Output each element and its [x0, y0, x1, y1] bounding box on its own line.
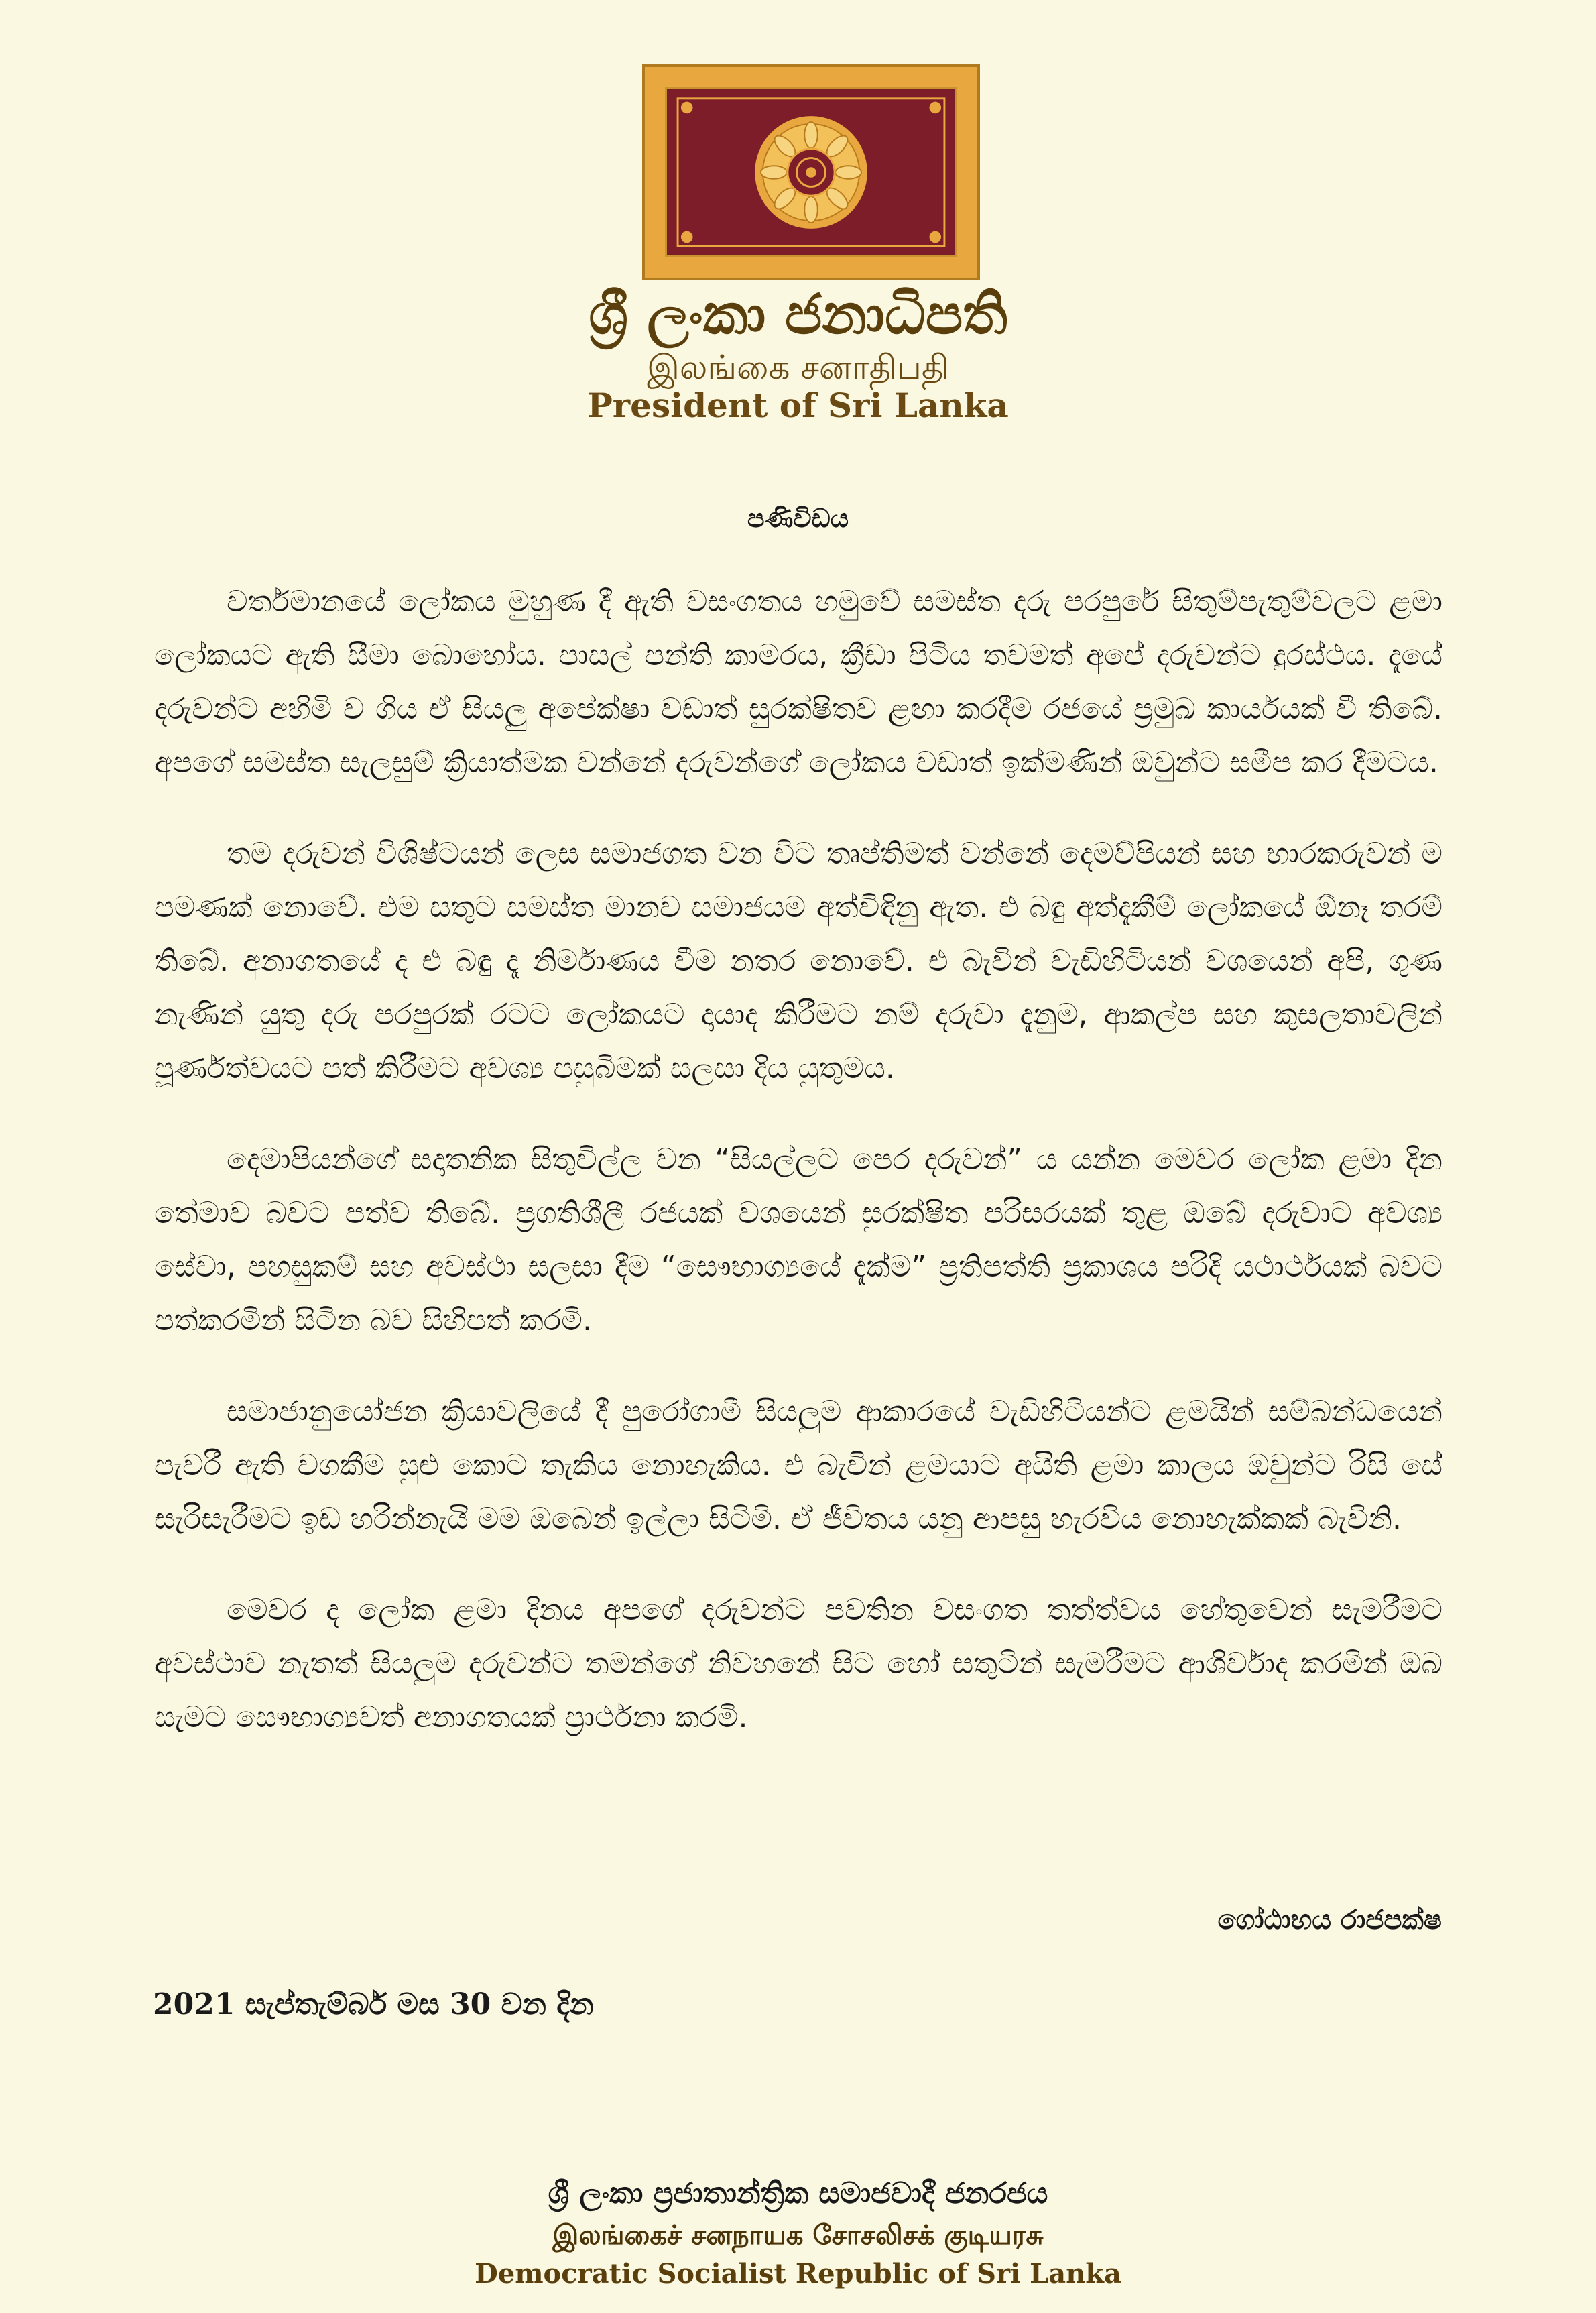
footer-line-tamil: இலங்கைச் சனநாயக சோசலிசக் குடியரசு	[552, 2220, 1044, 2251]
paragraph-2: තම දරුවන් විශිෂ්ටයන් ලෙස සමාජගත වන විට තෘප්තිමත් වන්නේ දෙමව්පියන් සහ භාරකරුවන් ම පමණක් නොවේ. එම සතුට සමස්ත මානව සමාජයම අත්විඳිනු ඇත. එ බඳු අත්දැකීම් ලෝකයේ ඕනෑ තරම් තිබේ. අනාගතයේ ද එ බඳු දෑ නිර්මාණය වීම නතර නොවේ. එ බැවින් වැඩිහිටියන් වශයෙන් අපි, ගුණ නැණින් යුතු දරු පරපුරක් රටට ලෝකයට දායාද කිරීමට නම් දරුවා දැනුම, ආකල්ප සහ කුසලතාවලින් පූර්ණත්වයට පත් කිරීමට අවශ්‍ය පසුබිමක් සලසා දිය යුතුමය.	[154, 837, 1442, 1085]
message-body	[154, 575, 1442, 1782]
letterhead-title-sinhala: ශ්‍රී ලංකා ජනාධිපති	[589, 282, 1007, 347]
lotus-emblem-icon	[645, 67, 977, 278]
document-heading: පණිවිඩය	[747, 503, 849, 533]
footer-line-english: Democratic Socialist Republic of Sri Lanka	[475, 2258, 1121, 2290]
paragraph-3: දෙමාපියන්ගේ සදාතනික සිතුවිල්ල වන “සියල්ලට පෙර දරුවන්” ය යන්න මෙවර ලෝක ළමා දින තේමාව බවට පත්ව තිබේ. ප්‍රගතිශීලී රජයක් වශයෙන් සුරක්ෂිත පරිසරයක් තුළ ඔබේ දරුවාට අවශ්‍ය සේවා, පහසුකම් සහ අවස්ථා සලසා දීම “සෞභාග්‍යයේ දැක්ම” ප්‍රතිපත්ති ප්‍රකාශය පරිදි යථාර්ථයක් බවට පත්කරමින් සිටින බව සිහිපත් කරමි.	[154, 1142, 1442, 1338]
signatory-name: ගෝඨාභය රාජපක්ෂ	[1217, 1905, 1442, 1936]
letterhead-title-tamil: இலங்கை சனாதிபதி	[647, 348, 949, 387]
paragraph-5: මෙවර ද ලෝක ළමා දිනය අපගේ දරුවන්ට පවතින වසංගත තත්ත්වය හේතුවෙන් සැමරීමට අවස්ථාව නැතත් සියලුම දරුවන්ට තමන්ගේ නිවහනේ සිට හෝ සතුටින් සැමරීමට ආශිර්වාද කරමින් ඔබ සැමට සෞභාග්‍යවත් අනාගතයක් ප්‍රාර්ථනා කරමි.	[154, 1593, 1442, 1734]
document-date: 2021 සැප්තැම්බර් මස 30 වන දින	[153, 1987, 594, 2021]
paragraph-1: වර්තමානයේ ලෝකය මුහුණ දී ඇති වසංගතය හමුවේ සමස්ත දරු පරපුරේ සිතුම්පැතුම්වලට ළමා ලෝකයට ඇති සීමා බොහෝය. පාසල් පන්ති කාමරය, ක්‍රීඩා පිටිය තවමත් අපේ දරුවන්ට දුරස්ථය. දැයේ දරුවන්ට අහිමි ව ගිය ඒ සියලු අපේක්ෂා වඩාත් සුරක්ෂිතව ළඟා කරදීම රජයේ ප්‍රමුඛ කාර්යයක් වී තිබේ. අපගේ සමස්ත සැලසුම් ක්‍රියාත්මක වන්නේ දරුවන්ගේ ලෝකය වඩාත් ඉක්මණින් ඔවුන්ට සමීප කර දීමටය.	[154, 585, 1442, 780]
presidential-flag-emblem	[642, 64, 980, 280]
letterhead-title-english: President of Sri Lanka	[587, 385, 1009, 425]
paragraph-4: සමාජානුයෝජන ක්‍රියාවලියේ දී පුරෝගාමී සියලුම ආකාරයේ වැඩිහිටියන්ට ළමයින් සම්බන්ධයෙන් පැවරී ඇති වගකීම සුළු කොට තැකිය නොහැකිය. එ බැවින් ළමයාට අයිති ළමා කාලය ඔවුන්ට රිසි සේ සැරිසැරීමට ඉඩ හරින්නැයි මම ඔබෙන් ඉල්ලා සිටිමි. ඒ ජීවිතය යනු ආපසු හැරවිය නොහැක්කක් බැවිනි.	[154, 1395, 1442, 1536]
footer-line-sinhala: ශ්‍රී ලංකා ප්‍රජාතාන්ත්‍රික සමාජවාදී ජනරජය	[548, 2176, 1048, 2210]
